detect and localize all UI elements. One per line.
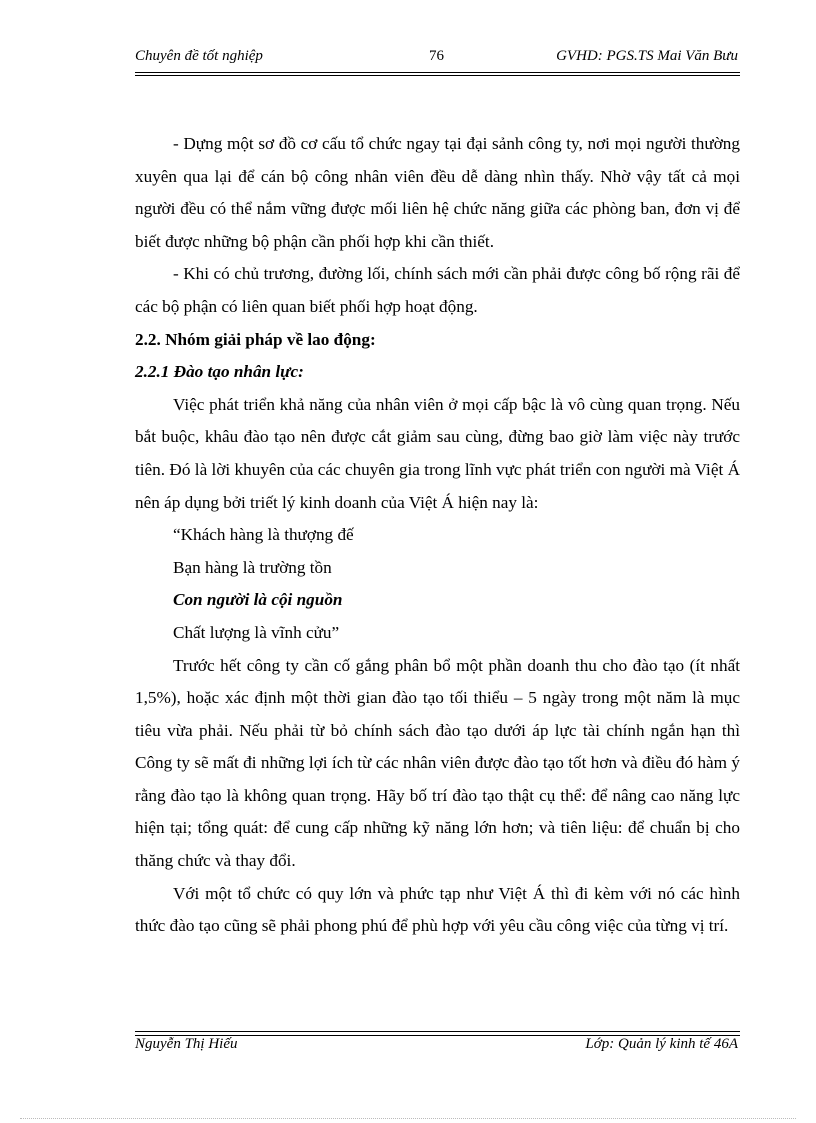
header-rule xyxy=(135,72,740,73)
page-edge-divider xyxy=(20,1118,796,1119)
motto-line-1: “Khách hàng là thượng đế xyxy=(173,525,354,545)
motto-line-2: Bạn hàng là trường tồn xyxy=(173,557,332,577)
footer-rule xyxy=(135,1031,740,1032)
footer-class: Lớp: Quản lý kinh tế 46A xyxy=(585,1036,738,1052)
header-rule-double xyxy=(135,75,740,76)
paragraph-org-chart: - Dựng một sơ đồ cơ cấu tổ chức ngay tại đại sảnh công ty, nơi mọi người thường xuyên qua lại để cán bộ công nhân viên đều dễ dàng nhìn thấy. Nhờ vậy tất cả mọi người đều có thể nắm vững được mối liên hệ chức năng giữa các phòng ban, đơn vị để biết được những bộ phận cần phối hợp khi cần thiết. xyxy=(135,134,740,251)
page-header xyxy=(135,48,740,72)
motto-line-4: Chất lượng là vĩnh cửu” xyxy=(173,622,340,642)
page-footer xyxy=(135,1036,740,1060)
paragraph-budget: Trước hết công ty cần cố gắng phân bổ một phần doanh thu cho đào tạo (ít nhất 1,5%), hoặc xác định một thời gian đào tạo tối thiểu – 5 ngày trong một năm là mục tiêu vừa phải. Nếu phải từ bỏ chính sách đào tạo dưới áp lực tài chính ngắn hạn thì Công ty sẽ mất đi những lợi ích từ các nhân viên được đào tạo tốt hơn và điều đó hàm ý rằng đào tạo là không quan trọng. Hãy bố trí đào tạo thật cụ thể: để nâng cao năng lực hiện tại; tổng quát: để cung cấp những kỹ năng lớn hơn; và tiên liệu: để chuẩn bị cho thăng chức và thay đổi. xyxy=(135,655,740,871)
footer-author: Nguyễn Thị Hiếu xyxy=(135,1036,238,1052)
paragraph-training: Việc phát triển khả năng của nhân viên ở mọi cấp bậc là vô cùng quan trọng. Nếu bắt buộc, khâu đào tạo nên được cắt giảm sau cùng, đừng bao giờ làm việc này trước tiên. Đó là lời khuyên của các chuyên gia trong lĩnh vực phát triển con người mà Việt Á nên áp dụng bởi triết lý kinh doanh của Việt Á hiện nay là: xyxy=(135,394,740,512)
header-advisor: GVHD: PGS.TS Mai Văn Bưu xyxy=(556,48,738,64)
page-number: 76 xyxy=(429,48,444,64)
paragraph-forms: Với một tổ chức có quy lớn và phức tạp như Việt Á thì đi kèm với nó các hình thức đào tạo cũng sẽ phải phong phú để phù hợp với yêu cầu công việc của từng vị trí. xyxy=(135,883,740,936)
motto-line-3: Con người là cội nguồn xyxy=(173,590,343,610)
subsection-heading: 2.2.1 Đào tạo nhân lực: xyxy=(135,362,304,382)
page-body xyxy=(135,128,740,943)
section-heading: 2.2. Nhóm giải pháp về lao động: xyxy=(135,329,376,349)
paragraph-policy: - Khi có chủ trương, đường lối, chính sách mới cần phải được công bố rộng rãi để các bộ phận có liên quan biết phối hợp hoạt động. xyxy=(135,264,740,316)
header-document-title: Chuyên đề tốt nghiệp xyxy=(135,48,263,64)
